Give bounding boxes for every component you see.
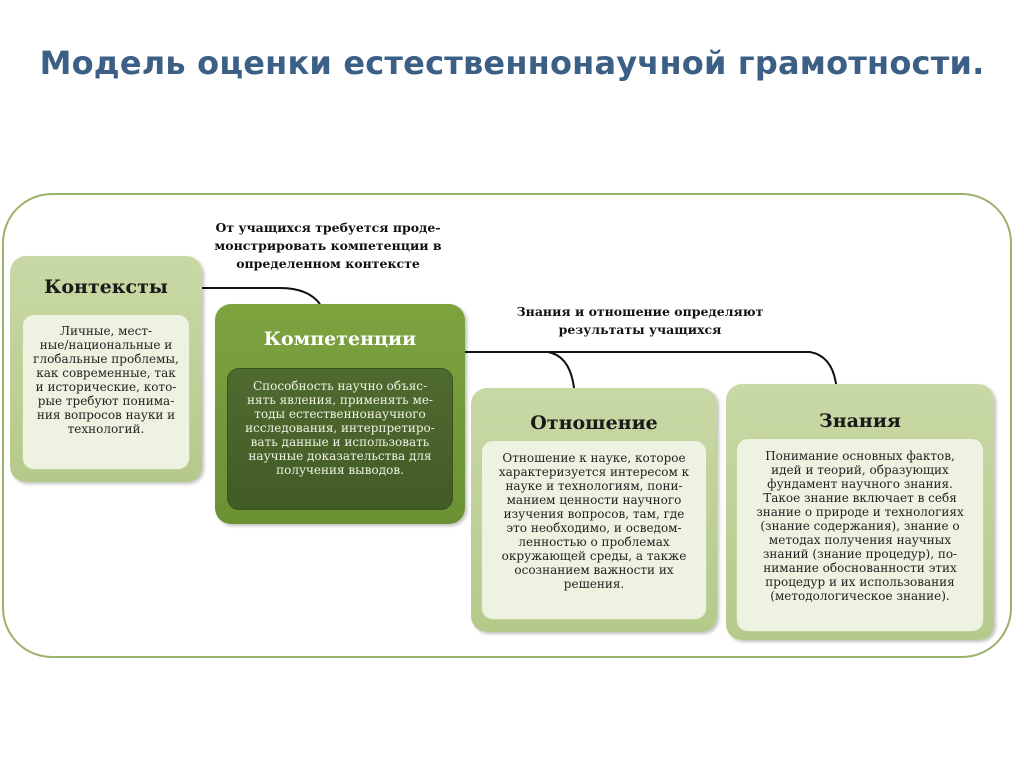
note-line: определенном контексте [236,256,420,271]
text-line: осознанием важности их [514,563,674,577]
text-line: Личные, мест- [59,324,153,338]
text-line: изучения вопросов, там, где [503,507,685,521]
text-line: и исторические, кото- [35,380,177,394]
results-note [502,303,778,339]
text-line: методах получения научных [768,533,952,547]
text-line: нимание обоснованности этих [763,561,957,575]
text-line: тоды естественнонаучного [254,407,426,421]
text-line: знаний (знание процедур), по- [762,547,958,561]
text-line: решения. [563,577,625,591]
text-line: фундамент научного знания. [767,477,953,491]
text-line: как современные, так [36,366,176,380]
text-line: Отношение к науке, которое [502,451,686,465]
attitude-description [481,440,707,620]
text-line: нять явления, применять ме- [247,393,433,407]
text-line: исследования, интерпретиро- [245,421,435,435]
text-line: ные/национальные и [39,338,173,352]
attitude-box [471,388,717,632]
competencies-note [206,219,450,273]
text-line: процедур и их использования [765,575,955,589]
text-line: знание о природе и технологиях [756,505,964,519]
competencies-title: Компетенции [263,328,417,350]
text-line: Понимание основных фактов, [765,449,955,463]
text-line: идей и теорий, образующих [771,463,949,477]
note-line: От учащихся требуется проде- [215,220,441,235]
slide-title: Модель оценки естественнонаучной грамотности. [39,44,985,82]
knowledge-description [736,438,984,632]
knowledge-title: Знания [819,410,901,432]
text-line: окружающей среды, а также [501,549,687,563]
text-line: получения выводов. [276,463,404,477]
text-line: глобальные проблемы, [33,352,179,366]
contexts-description [22,314,190,470]
text-line: технологий. [67,422,145,436]
text-line: рые требуют понима- [37,394,175,408]
competencies-box [215,304,465,524]
text-line: (методологическое знание). [770,589,950,603]
connector-contexts-competencies [200,288,320,304]
note-line: результаты учащихся [558,322,722,337]
text-line: вать данные и использовать [250,435,430,449]
attitude-title: Отношение [530,412,658,434]
text-line: характеризуется интересом к [498,465,690,479]
text-line: ленностью о проблемах [518,535,670,549]
text-line: научные доказательства для [248,449,432,463]
contexts-title: Контексты [44,276,168,298]
text-line: ния вопросов науки и [36,408,176,422]
text-line: манием ценности научного [506,493,682,507]
competencies-description [227,368,453,510]
contexts-box [10,256,202,482]
text-line: Способность научно объяс- [252,379,428,393]
knowledge-box [726,384,994,640]
note-line: Знания и отношение определяют [516,304,764,319]
text-line: (знание содержания), знание о [760,519,960,533]
note-line: монстрировать компетенции в [214,238,442,253]
connector-competencies-knowledge [548,352,836,384]
text-line: это необходимо, и осведом- [506,521,682,535]
text-line: Такое знание включает в себя [763,491,957,505]
connector-competencies-attitude [463,352,574,388]
text-line: науке и технологиям, пони- [505,479,683,493]
